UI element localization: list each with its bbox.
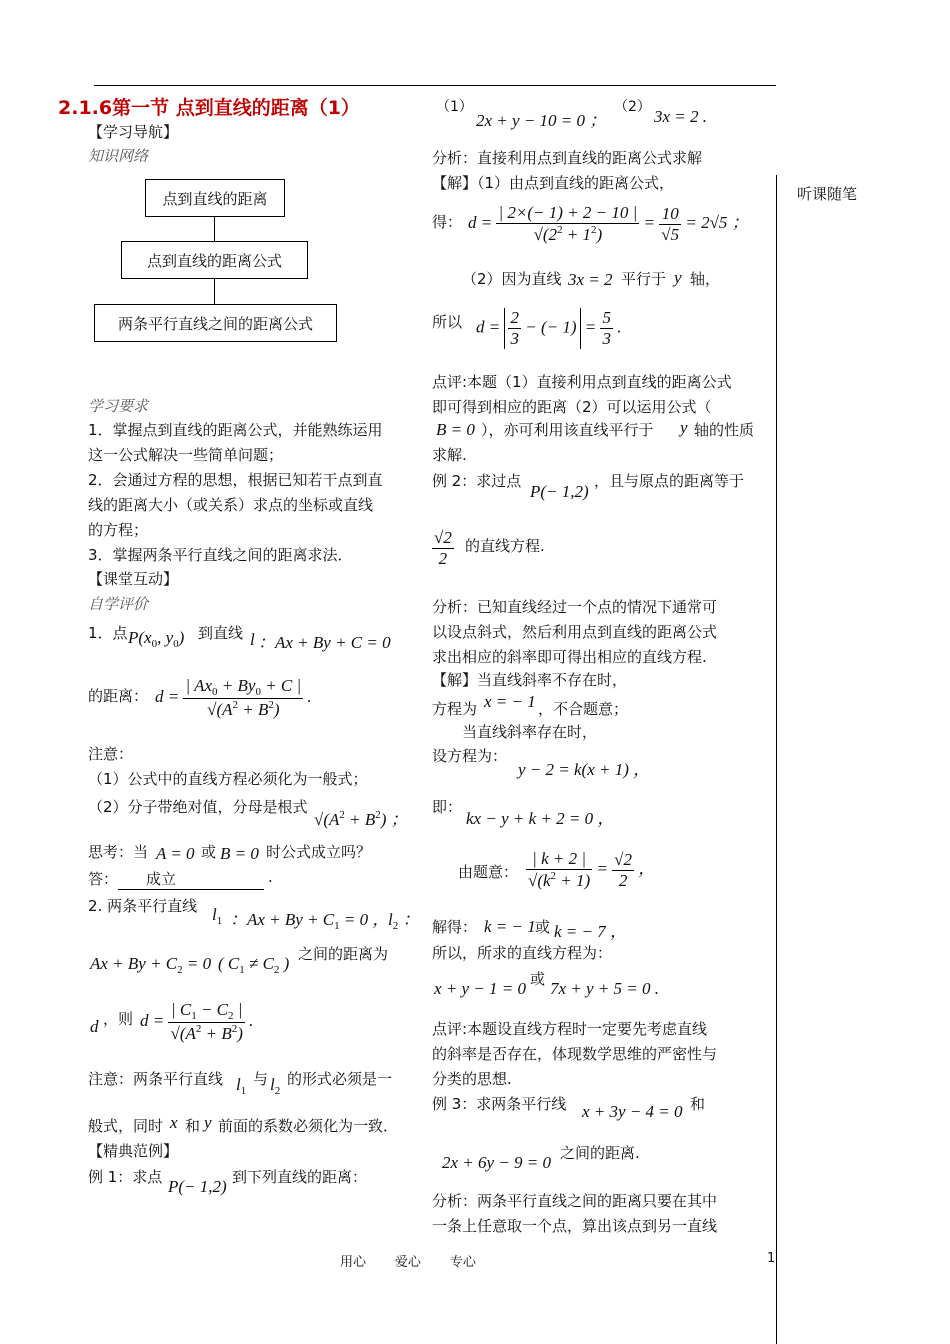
answer-period: .: [268, 868, 273, 886]
analysis-3: 一条上任意取一个点，算出该点到另一直线: [432, 1217, 718, 1235]
q2-label: （2）: [614, 99, 651, 115]
note3: 注意：两条平行直线: [88, 1070, 224, 1088]
ex3-line2: 2x + 6y − 9 = 0: [442, 1153, 552, 1172]
answer-blank: 成立: [118, 868, 264, 890]
q1-label: （1）: [436, 99, 473, 115]
comment-1: 即可得到相应的距离（2）可以运用公式（: [432, 398, 712, 416]
analysis-2: 以设点斜式，然后利用点到直线的距离公式: [432, 623, 718, 641]
de-label: 得：: [432, 213, 463, 231]
sol2-c: 轴，: [690, 270, 721, 288]
distance-label: 的距离：: [88, 687, 149, 705]
sol2-line: 3x = 2: [568, 270, 613, 289]
answer-label: 答：: [88, 870, 119, 888]
knowledge-net-heading: 知识网络: [88, 147, 149, 165]
solution-1: 【解】（1）由点到直线的距离公式，: [432, 174, 675, 192]
k1: k = − 1: [484, 917, 536, 936]
margin-note-label: 听课随笔: [797, 185, 858, 203]
ex2-point: P(− 1,2): [530, 482, 589, 501]
margin-rule: [776, 175, 777, 1344]
huo-2: 或: [530, 970, 546, 988]
fangcheng-label: 方程为: [432, 700, 478, 718]
comment-1e: 求解.: [432, 446, 467, 464]
b-zero: B = 0: [436, 420, 475, 439]
tiyi-label: 由题意：: [458, 863, 519, 881]
note4c: 前面的系数必须化为一致．: [218, 1117, 399, 1135]
ex1-a: 例 1：求点: [88, 1168, 163, 1186]
solution-3: 【解】当直线斜率不存在时，: [432, 671, 628, 689]
k2: k = − 7 ，: [554, 922, 627, 941]
answer-eq-1: x + y − 1 = 0: [434, 979, 527, 998]
examples-heading: 【精典范例】: [88, 1142, 179, 1160]
y-axis-var: y: [680, 418, 688, 437]
note3b: 与: [253, 1070, 269, 1088]
req-line: 这一公式解决一些简单问题；: [88, 446, 284, 464]
ex3-c: 之间的距离.: [560, 1144, 640, 1162]
ex3-a: 例 3：求两条平行线: [432, 1095, 567, 1113]
note4b: 和: [185, 1117, 201, 1135]
ex2-c: 的直线方程.: [465, 537, 545, 555]
cond-a: A = 0: [156, 844, 195, 863]
l2: $l_2$ ：: [388, 910, 420, 932]
analysis-1: 分析：直接利用点到直线的距离公式求解: [432, 149, 703, 167]
note-heading: 注意：: [88, 745, 134, 763]
ex1-b: 到下列直线的距离：: [232, 1168, 368, 1186]
connector: [214, 279, 215, 304]
think-b: 或: [201, 843, 217, 861]
ex1-point: P(− 1,2): [168, 1177, 227, 1196]
y-var: y: [204, 1113, 212, 1132]
line-l: l: [250, 630, 255, 649]
ex2-a: 例 2：求过点: [432, 472, 522, 490]
q1-line: 2x + y − 10 = 0 ；: [476, 111, 607, 130]
solution-1-formula: d = $\frac{| 2\times(- 1) + 2 - 10 |}{√(2^2 + 1^2)}$ = $\frac{10}{√5}$ = 2√5 ；: [468, 203, 749, 244]
comment-2: 分类的思想.: [432, 1070, 512, 1088]
d-var: d: [90, 1017, 99, 1036]
comment-1d: 轴的性质: [694, 421, 755, 439]
comment-1: 点评:本题（1）直接利用点到直线的距离公式: [432, 373, 732, 391]
setup-eq: y − 2 = k(x + 1) ，: [518, 760, 651, 779]
slope-exists: 当直线斜率存在时，: [462, 723, 598, 741]
note-2: （2）分子带绝对值，分母是根式: [88, 798, 308, 816]
p2-b: 之间的距离为: [298, 945, 389, 963]
concept-box-1-label: 点到直线的距离: [162, 189, 268, 208]
concept-box-1: [145, 179, 285, 217]
concept-box-3-label: 两条平行直线之间的距离公式: [117, 314, 313, 333]
point1-text-a: 1．点: [88, 624, 128, 642]
ex3-line1: x + 3y − 4 = 0: [582, 1102, 683, 1121]
analysis-2: 求出相应的斜率即可得出相应的直线方程.: [432, 648, 707, 666]
analysis-3: 分析：两条平行直线之间的距离只要在其中: [432, 1192, 718, 1210]
distance-formula: d = $\frac{| Ax_0 + By_0 + C |}{√(A^2 + B^2)}$ .: [155, 676, 312, 719]
jiede-label: 解得：: [432, 918, 478, 936]
cond-b: B = 0: [220, 844, 259, 863]
sol2-b: 平行于: [621, 270, 667, 288]
setup-label: 设方程为：: [432, 747, 508, 765]
page-title: 2.1.6第一节 点到直线的距离（1）: [58, 97, 360, 119]
tiyi-eq: $\frac{| k + 2 |}{√(k^2 + 1)}$ = $\frac{√2}{2}$ ，: [528, 849, 656, 890]
q2-line: 3x = 2 .: [654, 107, 708, 126]
x-var: x: [170, 1113, 178, 1132]
sol2-y: y: [674, 268, 682, 287]
section-nav: 【学习导航】: [88, 123, 179, 141]
concept-box-2-label: 点到直线的距离公式: [146, 251, 282, 270]
req-line: 3．掌握两条平行直线之间的距离求法．: [88, 546, 353, 564]
answer-eq-2: 7x + y + 5 = 0 .: [550, 979, 660, 998]
req-line: 2．会通过方程的思想，根据已知若干点到直: [88, 471, 383, 489]
ex2-b: ，且与原点的距离等于: [594, 472, 745, 490]
sqrt2-over-2: $\frac{√2}{2}$: [434, 528, 452, 568]
req-line: 线的距离大小（或关系）求点的坐标或直线: [88, 496, 374, 514]
analysis-2: 分析：已知直线经过一个点的情况下通常可: [432, 598, 718, 616]
comment-1c: ），亦可利用该直线平行于: [481, 421, 654, 439]
note4: 般式，同时: [88, 1117, 164, 1135]
self-eval-heading: 自学评价: [88, 595, 149, 613]
connector: [214, 217, 215, 241]
note-1: （1）公式中的直线方程必须化为一般式；: [88, 770, 368, 788]
sol2-a: （2）因为直线: [462, 270, 562, 288]
note3c: 的形式必须是一: [287, 1070, 393, 1088]
ex3-b: 和: [690, 1095, 706, 1113]
l1: $l_1$: [212, 905, 223, 927]
comment-2: 点评:本题设直线方程时一定要先考虑直线: [432, 1020, 708, 1038]
point-formula: $P(x_0$, $y_0$): [128, 628, 185, 650]
l1-formula: ：$Ax + By + C_1 = 0$ ，: [230, 910, 390, 932]
concept-box-3: [94, 304, 337, 342]
top-rule: [94, 85, 776, 86]
page-number: 1: [767, 1251, 776, 1266]
think-a: 思考：当: [88, 843, 149, 861]
ji-eq: kx − y + k + 2 = 0 ，: [466, 809, 615, 828]
parallel-distance-formula: d = $\frac{| C_1 - C_2 |}{√(A^2 + B^2)}$ .: [140, 1000, 254, 1043]
p2-c: ，则: [103, 1010, 134, 1028]
huo-1: 或: [535, 918, 551, 936]
root-formula: $√(A^2 + B^2)$ ；: [314, 809, 408, 829]
l2-formula: $Ax + By + C_2 = 0$: [90, 954, 212, 976]
line-formula: ：Ax + By + C = 0: [258, 633, 391, 652]
footer-text: 用心 爱心 专心: [340, 1255, 476, 1270]
comment-2: 的斜率是否存在，体现数学思维的严密性与: [432, 1045, 718, 1063]
x-neg1: x = − 1: [484, 692, 536, 711]
sol2-formula: d = $\frac{2}{3}$ − (− 1) = $\frac{5}{3}$ .: [476, 308, 622, 348]
buhe: ，不合题意；: [538, 700, 629, 718]
think-c: 时公式成立吗？: [266, 843, 372, 861]
req-line: 的方程；: [88, 521, 149, 539]
ji-label: 即：: [432, 798, 463, 816]
class-heading: 【课堂互动】: [88, 570, 179, 588]
concept-box-2: [121, 241, 308, 279]
l2-ref: $l_2$: [270, 1075, 281, 1097]
p2-a: 2. 两条平行直线: [88, 897, 198, 915]
l1-ref: $l_1$: [236, 1075, 247, 1097]
point1-text-b: 到直线: [198, 624, 244, 642]
requirements-heading: 学习要求: [88, 397, 149, 415]
req-line: 1．掌握点到直线的距离公式，并能熟练运用: [88, 421, 383, 439]
c-cond: ( $C_1 \ne C_2$ ): [218, 954, 290, 976]
suoyi-2: 所以，所求的直线方程为：: [432, 944, 613, 962]
suoyi-label: 所以: [432, 313, 463, 331]
